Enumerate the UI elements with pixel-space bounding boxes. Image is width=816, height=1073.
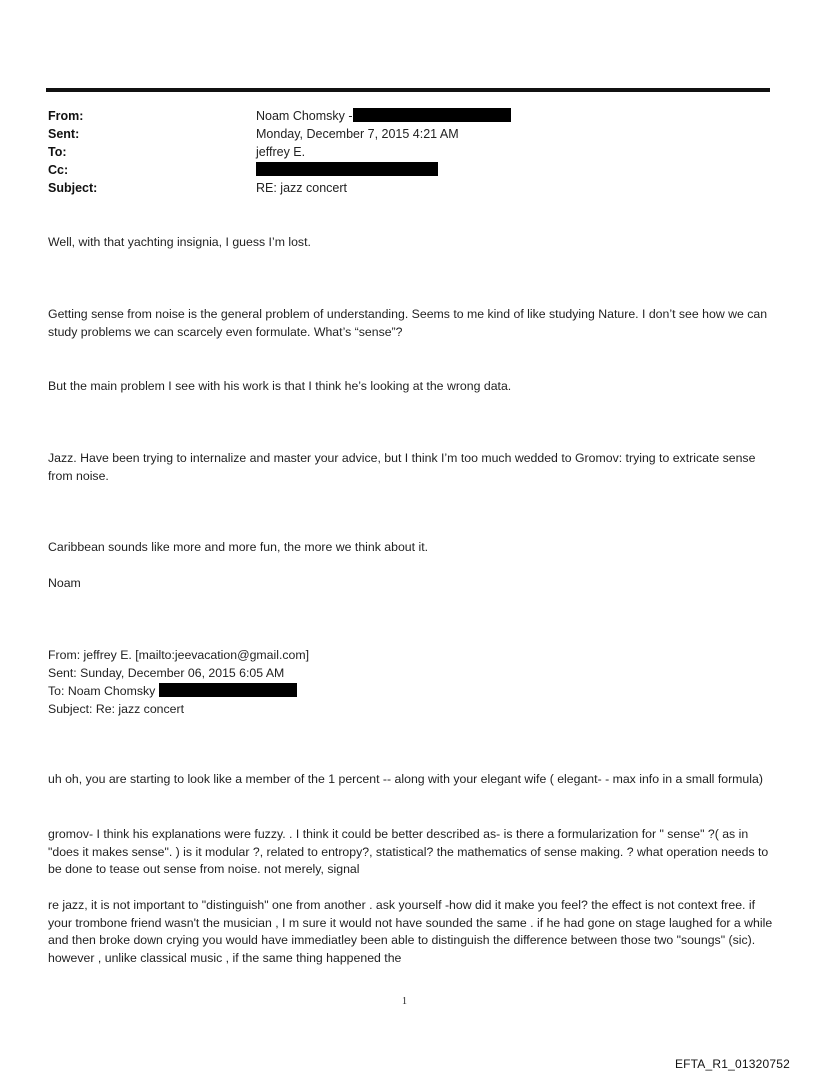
reply-paragraph-1: Well, with that yachting insignia, I guess I’m lost. xyxy=(48,235,311,249)
redaction-box xyxy=(256,162,438,176)
from-label: From: xyxy=(48,109,84,123)
to-value: jeffrey E. xyxy=(256,145,306,159)
header-divider xyxy=(46,88,770,92)
quoted-from-line: From: jeffrey E. [mailto:jeevacation@gmail.com] xyxy=(48,648,310,662)
redaction-box xyxy=(159,683,297,697)
signature: Noam xyxy=(48,576,81,590)
quoted-to-line xyxy=(48,683,774,701)
subject-label: Subject: xyxy=(48,181,98,195)
reply-paragraph-3: But the main problem I see with his work is that I think he’s looking at the wrong data. xyxy=(48,379,512,393)
quoted-paragraph-2: gromov- I think his explanations were fuzzy. . I think it could be better described as- is there a formularization for " sense" ?( as in "does it makes sense". ) is it modular ?, related to entropy?, statistical? the mathematics of sense making. ? what operation needs to be done to tease out sense from noise. not merely, signal xyxy=(48,827,769,876)
from-value xyxy=(256,107,511,125)
reply-paragraph-4: Jazz. Have been trying to internalize and master your advice, but I think I’m too much wedded to Gromov: trying to extricate sense from noise. xyxy=(48,451,756,483)
quoted-subject-line: Subject: Re: jazz concert xyxy=(48,702,185,716)
quoted-paragraph-3: re jazz, it is not important to "distinguish" one from another . ask yourself -how did it make you feel? the effect is not context free. if your trombone friend wasn't the musician , I m sure it would not have sounded the same . if he had gone on stage laughed for a while and then broke down crying you would have immediatley been able to distinguish the difference between those two "soungs" (sic). however , unlike classical music , if the same thing happened the xyxy=(48,898,773,965)
cc-label: Cc: xyxy=(48,163,69,177)
page-number: 1 xyxy=(402,996,407,1007)
bates-number: EFTA_R1_01320752 xyxy=(674,1057,790,1071)
quoted-paragraph-1: uh oh, you are starting to look like a member of the 1 percent -- along with your elegant wife ( elegant- - max info in a small formula) xyxy=(48,772,763,786)
reply-paragraph-2: Getting sense from noise is the general problem of understanding. Seems to me kind of like studying Nature. I don’t see how we can study problems we can scarcely even formulate. What’s “sense”? xyxy=(48,307,768,339)
redaction-box xyxy=(353,108,511,122)
cc-value xyxy=(256,161,438,179)
from-name: Noam Chomsky - xyxy=(256,109,353,123)
quoted-sent-line: Sent: Sunday, December 06, 2015 6:05 AM xyxy=(48,666,285,680)
reply-paragraph-5: Caribbean sounds like more and more fun, the more we think about it. xyxy=(48,540,429,554)
sent-value: Monday, December 7, 2015 4:21 AM xyxy=(256,127,459,141)
quoted-to-text: To: Noam Chomsky xyxy=(48,684,156,698)
to-label: To: xyxy=(48,145,67,159)
sent-label: Sent: xyxy=(48,127,80,141)
subject-value: RE: jazz concert xyxy=(256,181,348,195)
